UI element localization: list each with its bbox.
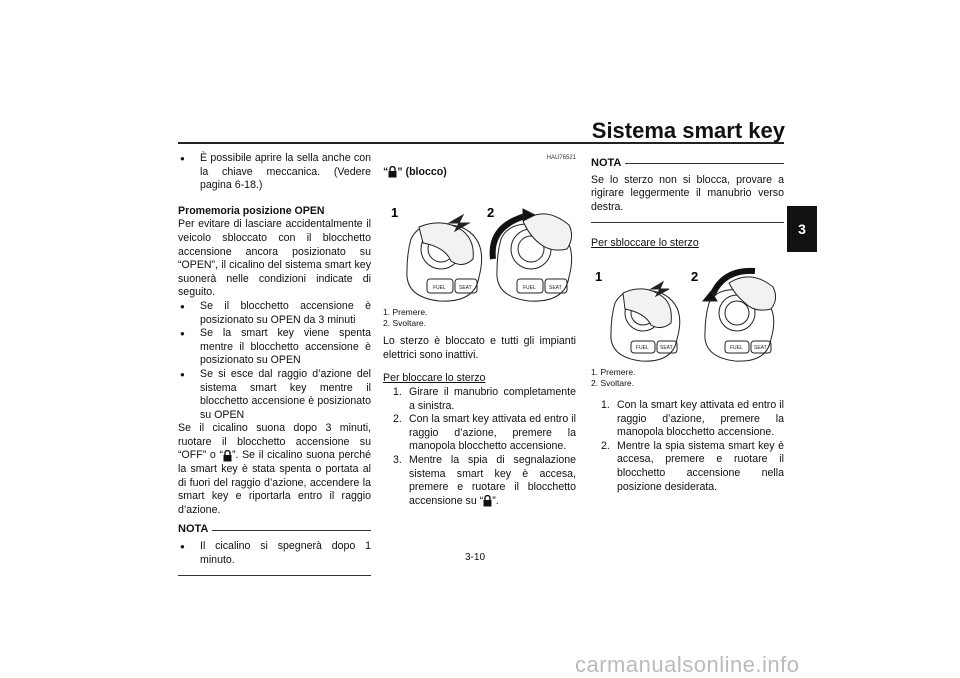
page-title: Sistema smart key [591,118,785,143]
seat-label: SEAT [459,285,472,292]
nota-label: NOTA [591,157,622,169]
heading-lock-label: ” (blocco) [397,165,447,178]
heading-quote-open: “ [383,165,389,178]
bullet-saddle: ● È possibile aprire la sella anche con la chiave meccanica. (Vedere pagina 6-18.) [178,152,371,193]
seat-label: SEAT [660,344,673,351]
nota-bullet: ● Il cicalino si spegnerà dopo 1 minuto. [178,540,371,567]
unlock-steering-illustration [591,255,784,367]
step-text: Girare il manubrio completamente a sinistra. [409,385,576,412]
watermark: carmanualsonline.info [575,652,800,677]
step-text: Mentre la spia sistema smart key è accesa, premere e ruotare il blocchetto accensione nella posizione desiderata. [617,439,784,493]
buzzer-paragraph [178,422,371,517]
header-rule [178,142,784,144]
figure-caption-1: 1. Premere. [591,366,636,377]
switch-panel-left [407,215,482,301]
figure-caption-2: 2. Svoltare. [591,377,634,388]
switch-panel-right [493,209,572,301]
fuel-label: FUEL [433,285,446,292]
lock-steering-illustration [383,181,576,307]
step-text: Mentre la spia di segnalazione sistema smart key è accesa, premere e ruotare il blocchetto accensione su “ [409,453,576,507]
svg-text:FUEL: FUEL [730,344,743,351]
svg-text:FUEL: FUEL [523,285,536,292]
figure-caption-1: 1. Premere. [383,307,428,318]
figure-caption-2: 2. Svoltare. [383,318,426,329]
sub-heading-lock-steering: Per bloccare lo sterzo [383,372,486,385]
figure-label-2: 2 [691,268,699,284]
lock-paragraph: Lo sterzo è bloccato e tutti gli impianti elettrici sono inattivi. [383,335,576,361]
nota-header [178,523,371,537]
section-heading-open-reminder: Promemoria posizione OPEN [178,204,325,217]
column-2 [383,152,576,508]
svg-text:SEAT: SEAT [549,285,562,292]
svg-text:SEAT: SEAT [754,344,767,351]
switch-panel-right [703,271,776,361]
list-item: 2. Mentre la spia sistema smart key è accesa, premere e ruotare il blocchetto accensione nella posizione desiderata. [601,439,784,493]
column-1 [178,152,371,576]
fuel-label: FUEL [636,344,649,351]
list-item: ● Se la smart key viene spenta mentre il blocchetto accensione è posizionato su OPEN [178,327,371,368]
lock-icon [223,450,232,462]
list-item: ● Se il blocchetto accensione è posizionato su OPEN da 3 minuti [178,300,371,327]
sub-heading-unlock-steering: Per sbloccare lo sterzo [591,237,699,250]
switch-panel-left [611,282,680,361]
step-text-end: ”. [492,494,499,507]
figure-label-2: 2 [487,205,495,221]
column-3 [591,157,784,494]
figure-label-1: 1 [595,268,603,284]
nota-header [591,157,784,171]
section-heading-lock [383,166,576,180]
list-item: 2. Con la smart key attivata ed entro il raggio d’azione, premere la manopola blocchetto accensione. [393,413,576,453]
figure-label-1: 1 [391,205,399,221]
nota-end-rule [178,575,371,576]
list-item: 3. Mentre la spia di segnalazione sistema smart key è accesa, premere e ruotare il blocchetto accensione su “ ”. [393,453,576,507]
list-item: ● Se si esce dal raggio d’azione del sistema smart key mentre il blocchetto accensione è posizionato su OPEN [178,368,371,422]
lock-icon [483,495,492,507]
nota-label: NOTA [178,523,209,536]
lock-icon [388,166,397,178]
chapter-tab: 3 [787,206,817,252]
list-item: 1. Girare il manubrio completamente a sinistra. [393,385,576,412]
list-item: 1. Con la smart key attivata ed entro il raggio d’azione, premere la manopola blocchetto accensione. [601,398,784,439]
page-number: 3-10 [465,552,486,563]
step-text: Con la smart key attivata ed entro il raggio d’azione, premere la manopola blocchetto accensione. [409,413,576,453]
nota-text: Se lo sterzo non si blocca, provare a rigirare leggermente il manubrio verso destra. [591,173,784,213]
open-reminder-intro: Per evitare di lasciare accidentalmente il veicolo sbloccato con il blocchetto accensione ancora posizionato su “OPEN”, il cicalino del sistema smart key suonerà nelle condizioni indicate di seguito. [178,218,371,299]
step-text: Con la smart key attivata ed entro il raggio d’azione, premere la manopola blocchetto accensione. [617,398,784,439]
buzzer-paragraph-b: ”. Se il cicalino suona perché la smart key è stata spenta o portata al di fuori del raggio d’azione, accendere la smart key e riportarla entro il raggio d’azione. [178,449,371,516]
buzzer-paragraph-a: Se il cicalino suona dopo 3 minuti, ruotare il blocchetto accensione su “OFF” o “ [178,422,371,462]
reference-code: HAU76521 [546,155,576,161]
